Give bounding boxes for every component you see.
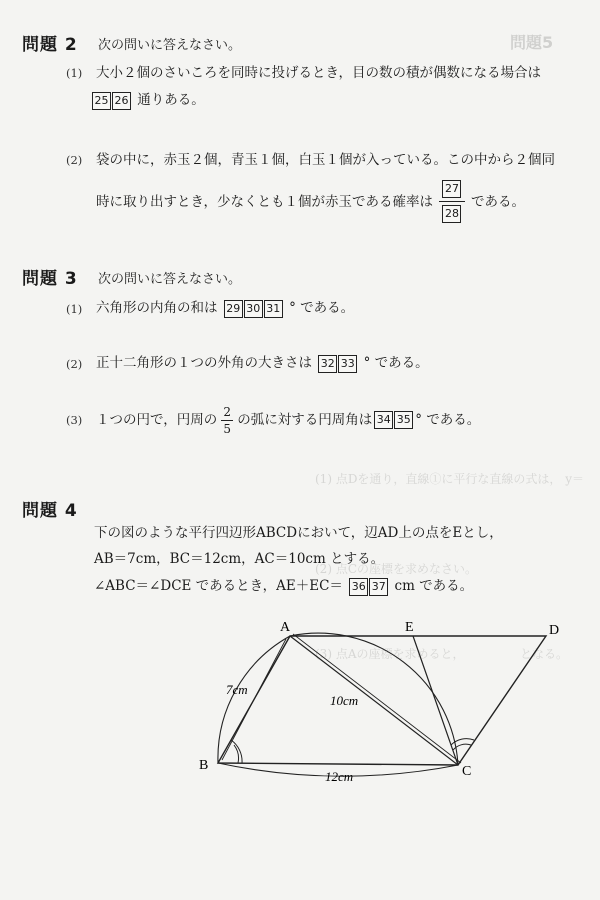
answer-box[interactable]: 34 <box>374 411 393 429</box>
problem-3-q2-after: ° である。 <box>363 355 429 371</box>
answer-box[interactable]: 36 <box>349 578 368 596</box>
angle-mark-b <box>231 740 242 763</box>
problem-3-q1-before: 六角形の内角の和は <box>96 300 218 316</box>
vertex-label-a: A <box>280 620 291 635</box>
ghost-line: (1) 点Dを通り，直線①に平行な直線の式は， y＝ <box>315 472 585 486</box>
problem-4-title: 問題 4 <box>22 501 78 521</box>
problem-2-q1-line1: 大小２個のさいころを同時に投げるとき，目の数の積が偶数になる場合は <box>96 65 541 81</box>
fraction-numerator: 2 <box>223 404 232 419</box>
answer-box[interactable]: 32 <box>318 355 337 373</box>
problem-3-q3-after: ° である。 <box>415 412 481 428</box>
length-label-bc: 12cm <box>325 769 354 784</box>
diagonal-ac <box>290 636 458 765</box>
parallelogram-abcd <box>218 636 546 765</box>
problem-4-line3-before: ∠ABC＝∠DCE であるとき，AE＋EC＝ <box>94 578 343 594</box>
problem-3-q3-before: １つの円で，円周の <box>96 412 218 428</box>
ghost-line: となる。 <box>520 647 569 661</box>
vertex-label-d: D <box>549 623 560 638</box>
angle-mark-b-2 <box>234 745 239 763</box>
answer-box[interactable]: 26 <box>112 92 131 110</box>
answer-box[interactable]: 30 <box>244 300 263 318</box>
problem-3-title: 問題 3 <box>22 269 78 289</box>
answer-box[interactable]: 29 <box>224 300 243 318</box>
answer-box[interactable]: 31 <box>264 300 283 318</box>
question-number: (3) <box>66 413 83 427</box>
problem-2-q2-before: 時に取り出すとき，少なくとも１個が赤玉である確率は <box>96 193 433 210</box>
length-label-ac: 10cm <box>330 693 359 708</box>
problem-2-q2-line1: 袋の中に，赤玉２個，青玉１個，白玉１個が入っている。この中から２個同 <box>96 152 555 168</box>
problem-4-line2: AB＝7cm，BC＝12cm，AC＝10cm とする。 <box>94 551 385 567</box>
problem-2-intro: 次の問いに答えなさい。 <box>98 38 242 53</box>
ghost-line: (3) 点Aの座標を求めると， <box>315 647 465 661</box>
problem-2-q2-after: である。 <box>470 193 525 210</box>
question-number: (1) <box>66 66 83 80</box>
ghost-line: (2) 点Cの座標を求めなさい。 <box>315 562 477 576</box>
problem-2-q1-after: 通りある。 <box>137 92 205 108</box>
fraction-denominator: 5 <box>223 421 232 436</box>
ghost-header: 問題5 <box>510 33 554 52</box>
question-number: (1) <box>66 302 83 316</box>
length-label-ab: 7cm <box>226 682 248 697</box>
problem-4-line3-after: cm である。 <box>394 578 474 594</box>
vertex-label-c: C <box>462 764 472 779</box>
problem-4-line1: 下の図のような平行四辺形ABCDにおいて，辺AD上の点をEとし， <box>94 525 503 541</box>
question-number: (2) <box>66 357 83 371</box>
answer-box[interactable]: 27 <box>442 180 461 198</box>
problem-3-q1-after: ° である。 <box>289 300 355 316</box>
side-ab-inner <box>222 639 286 760</box>
problem-3-q2-before: 正十二角形の１つの外角の大きさは <box>96 355 312 371</box>
problem-3-intro: 次の問いに答えなさい。 <box>98 272 242 287</box>
vertex-label-b: B <box>199 758 209 773</box>
segment-ec <box>413 636 458 765</box>
answer-box[interactable]: 35 <box>394 411 413 429</box>
answer-box[interactable]: 28 <box>442 205 461 223</box>
problem-2-title: 問題 2 <box>22 35 78 55</box>
problem-3-q3-middle: の弧に対する円周角は <box>237 412 373 428</box>
answer-box[interactable]: 25 <box>92 92 111 110</box>
diagonal-ac-inner <box>293 634 461 763</box>
vertex-label-e: E <box>405 620 414 635</box>
question-number: (2) <box>66 153 83 167</box>
answer-box[interactable]: 37 <box>369 578 388 596</box>
answer-box[interactable]: 33 <box>338 355 357 373</box>
